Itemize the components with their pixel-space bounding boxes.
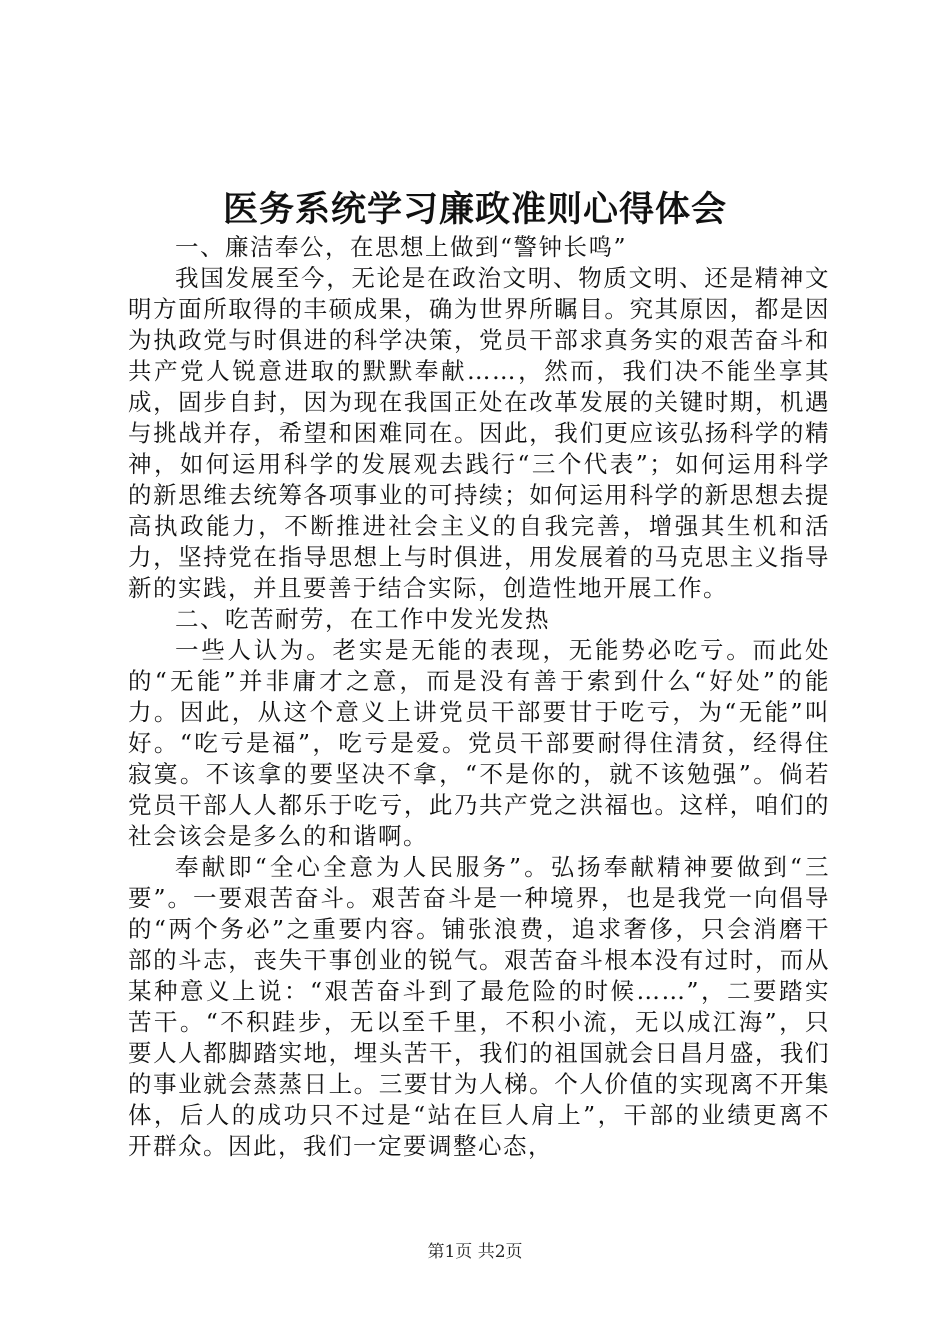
body-paragraph-3: 奉献即“全心全意为人民服务”。弘扬奉献精神要做到“三要”。一要艰苦奋斗。艰苦奋斗是一种境界，也是我党一向倡导的“两个务必”之重要内容。铺张浪费，追求奢侈，只会消磨干部的斗志，丧失干事创业的锐气。艰苦奋斗根本没有过时，而从某种意义上说：“艰苦奋斗到了最危险的时候……”，二要踏实苦干。“不积跬步，无以至千里，不积小流，无以成江海”，只要人人都脚踏实地，埋头苦干，我们的祖国就会日昌月盛，我们的事业就会蒸蒸日上。三要甘为人梯。个人价值的实现离不开集体，后人的成功只不过是“站在巨人肩上”，干部的业绩更离不开群众。因此，我们一定要调整心态，: [128, 853, 830, 1160]
document-body: [128, 232, 830, 1162]
section-heading-2: 二、吃苦耐劳，在工作中发光发热: [175, 605, 550, 633]
body-paragraph-2: 一些人认为。老实是无能的表现，无能势必吃亏。而此处的“无能”并非庸才之意，而是没有善于索到什么“好处”的能力。因此，从这个意义上讲党员干部要甘于吃亏，为“无能”叫好。“吃亏是福”，吃亏是爱。党员干部要耐得住清贫，经得住寂寞。不该拿的要坚决不拿，“不是你的，就不该勉强”。倘若党员干部人人都乐于吃亏，此乃共产党之洪福也。这样，咱们的社会该会是多么的和谐啊。: [128, 636, 830, 850]
page-number-footer: 第1页 共2页: [427, 1242, 523, 1262]
section-heading-1: 一、廉洁奉公，在思想上做到“警钟长鸣”: [175, 233, 628, 261]
document-title: 医务系统学习廉政准则心得体会: [222, 189, 727, 230]
body-paragraph-1: 我国发展至今，无论是在政治文明、物质文明、还是精神文明方面所取得的丰硕成果，确为世界所瞩目。究其原因，都是因为执政党与时俱进的科学决策，党员干部求真务实的艰苦奋斗和共产党人锐意进取的默默奉献……，然而，我们决不能坐享其成，固步自封，因为现在我国正处在改革发展的关键时期，机遇与挑战并存，希望和困难同在。因此，我们更应该弘扬科学的精神，如何运用科学的发展观去践行“三个代表”；如何运用科学的新思维去统筹各项事业的可持续；如何运用科学的新思想去提高执政能力，不断推进社会主义的自我完善，增强其生机和活力，坚持党在指导思想上与时俱进，用发展着的马克思主义指导新的实践，并且要善于结合实际，创造性地开展工作。: [128, 264, 830, 602]
